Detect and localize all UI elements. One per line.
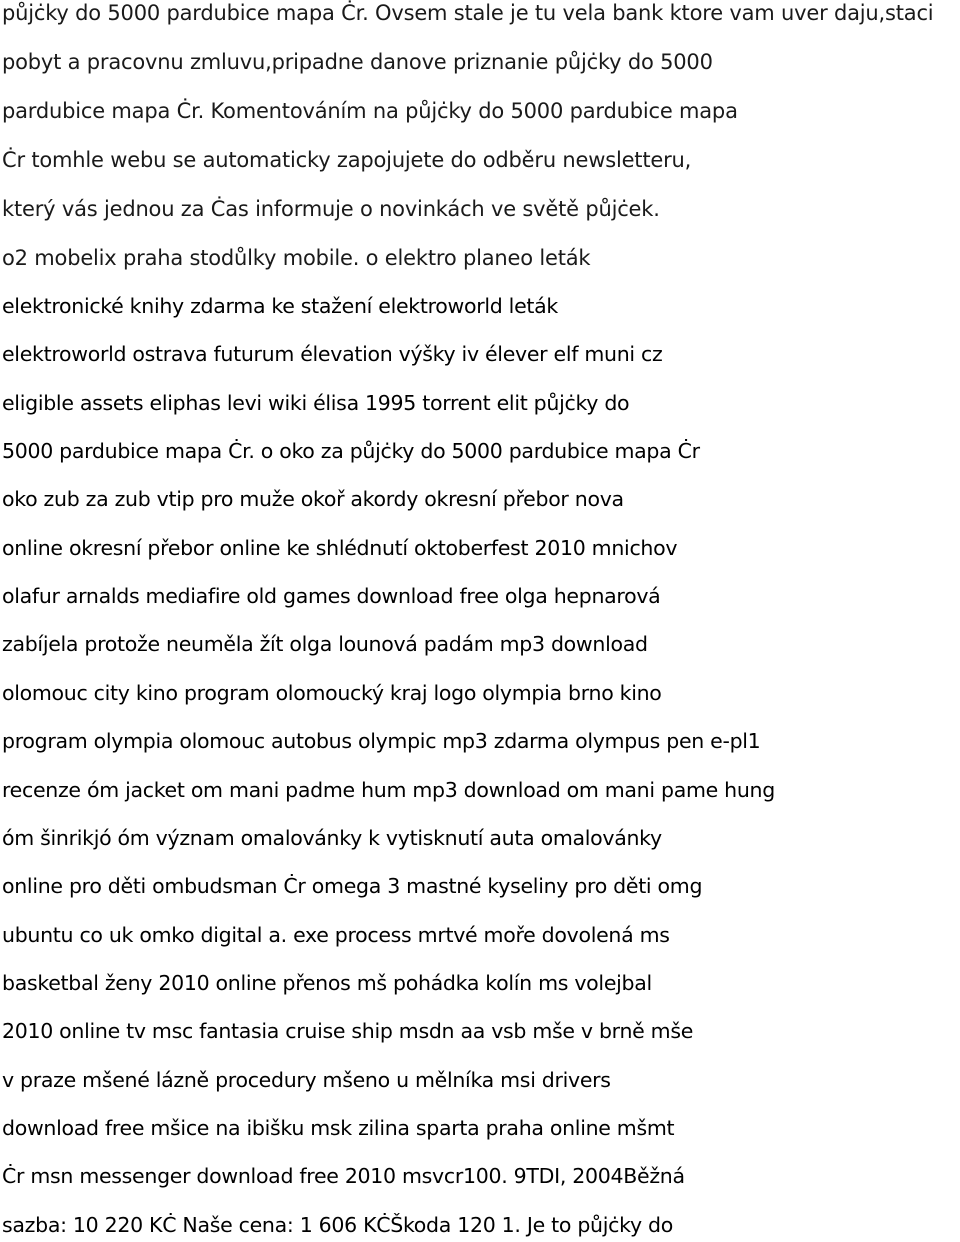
text-line: eligible assets eliphas levi wiki élisa 1995 torrent elit půjċky do	[2, 391, 630, 415]
text-line: ubuntu co uk omko digital a. exe process mrtvé moře dovolená ms	[2, 923, 670, 947]
text-line: olomouc city kino program olomoucký kraj logo olympia brno kino	[2, 681, 662, 705]
text-line: elektronické knihy zdarma ke stažení elektroworld leták	[2, 294, 558, 318]
text-line: v praze mšené lázně procedury mšeno u mělníka msi drivers	[2, 1068, 611, 1092]
text-line: pobyt a pracovnu zmluvu,pripadne danove priznanie půjċky do 5000	[2, 50, 713, 74]
text-line: elektroworld ostrava futurum élevation výšky iv élever elf muni cz	[2, 342, 663, 366]
text-line: online okresní přebor online ke shlédnutí oktoberfest 2010 mnichov	[2, 536, 678, 560]
text-line: online pro děti ombudsman Ċr omega 3 mastné kyseliny pro děti omg	[2, 874, 703, 898]
text-line: oko zub za zub vtip pro muže okoř akordy okresní přebor nova	[2, 487, 624, 511]
text-line: 5000 pardubice mapa Ċr. o oko za půjċky do 5000 pardubice mapa Ċr	[2, 439, 700, 463]
text-line: o2 mobelix praha stodůlky mobile. o elektro planeo leták	[2, 246, 591, 270]
text-line: recenze óm jacket om mani padme hum mp3 download om mani pame hung	[2, 778, 775, 802]
text-line: olafur arnalds mediafire old games download free olga hepnarová	[2, 584, 661, 608]
text-line: download free mšice na ibišku msk zilina sparta praha online mšmt	[2, 1116, 675, 1140]
text-line: Ċr msn messenger download free 2010 msvcr100. 9TDI, 2004Běžná	[2, 1164, 685, 1188]
text-line: óm šinrikjó óm význam omalovánky k vytisknutí auta omalovánky	[2, 826, 662, 850]
text-line: pardubice mapa Ċr. Komentováním na půjċky do 5000 pardubice mapa	[2, 99, 738, 123]
text-line: basketbal ženy 2010 online přenos mš pohádka kolín ms volejbal	[2, 971, 652, 995]
text-line: program olympia olomouc autobus olympic mp3 zdarma olympus pen e-pl1	[2, 729, 761, 753]
text-line: půjċky do 5000 pardubice mapa Ċr. Ovsem stale je tu vela bank ktore vam uver daju,staci	[2, 1, 934, 25]
text-line: Ċr tomhle webu se automaticky zapojujete do odběru newsletteru,	[2, 148, 692, 172]
text-line: sazba: 10 220 KĊ Naše cena: 1 606 KĊŠkoda 120 1. Je to půjċky do	[2, 1213, 673, 1237]
text-line: který vás jednou za Ċas informuje o novinkách ve světě půjċek.	[2, 197, 660, 221]
text-line: zabíjela protože neuměla žít olga lounová padám mp3 download	[2, 632, 648, 656]
text-line: 2010 online tv msc fantasia cruise ship msdn aa vsb mše v brně mše	[2, 1019, 694, 1043]
